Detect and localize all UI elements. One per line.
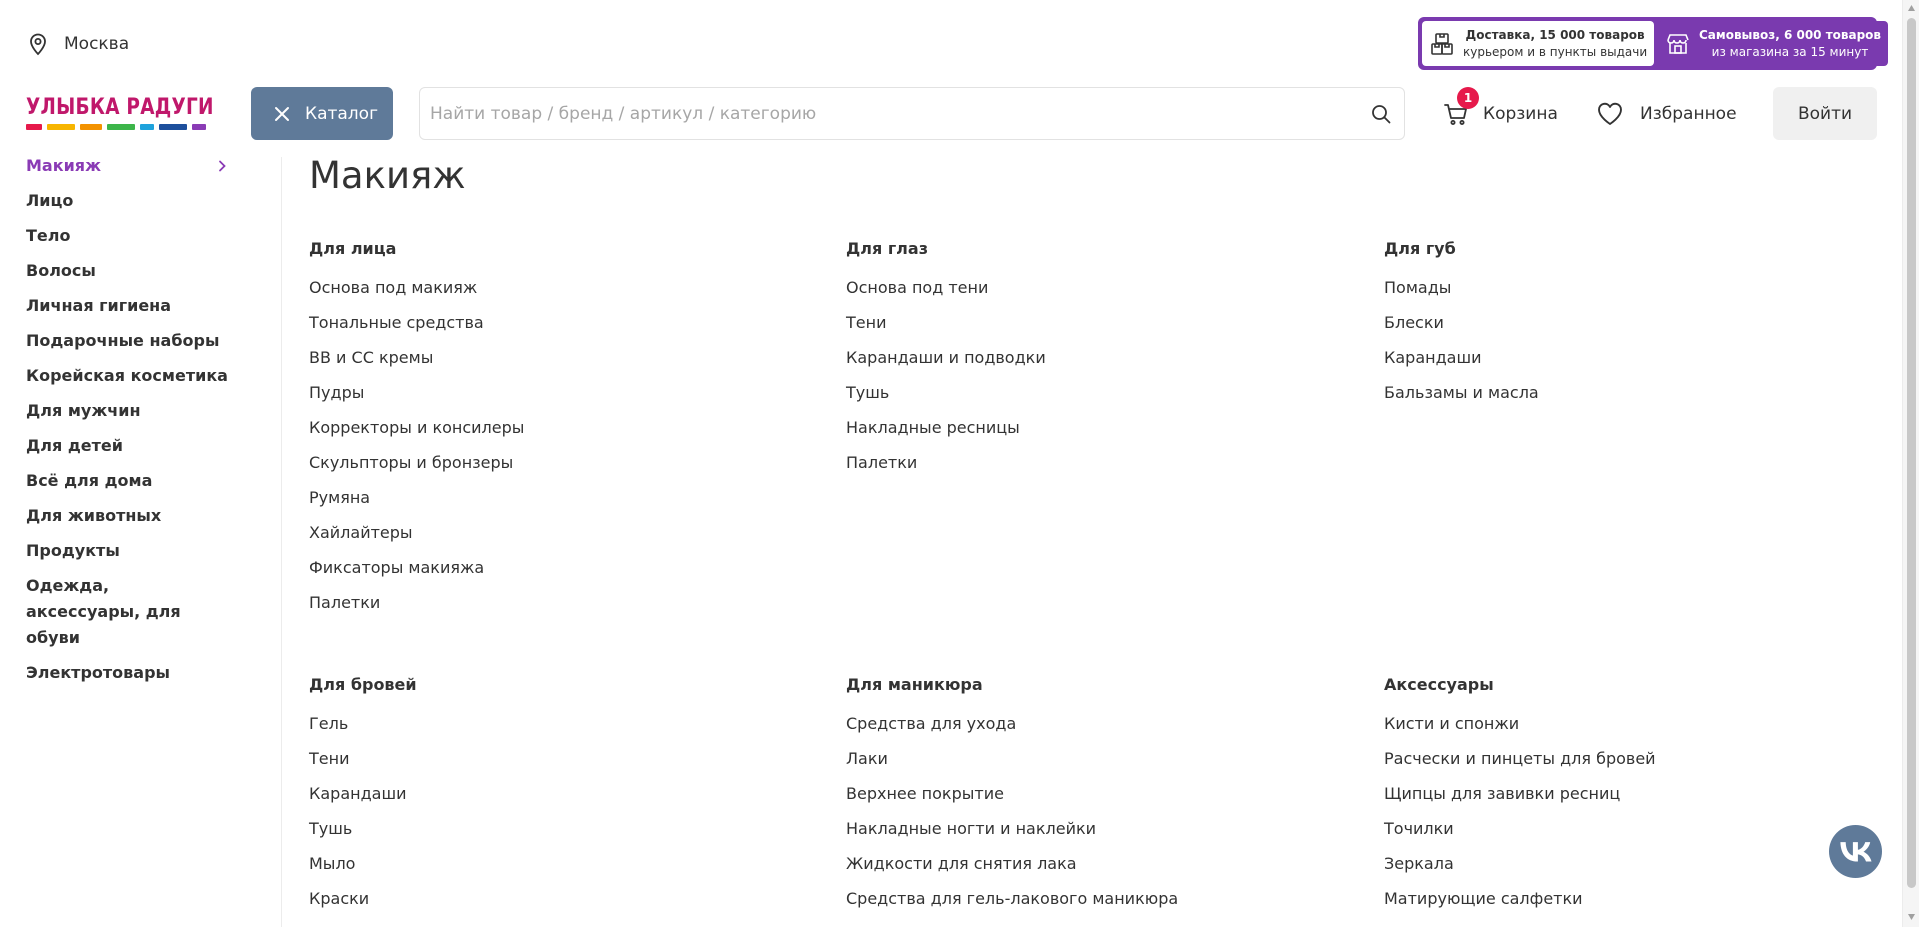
scrollbar-thumb[interactable] <box>1907 18 1916 888</box>
category-link[interactable]: BB и CC кремы <box>309 348 434 367</box>
search-input[interactable] <box>430 104 1370 124</box>
logo-stripe <box>107 124 135 130</box>
close-icon <box>273 105 291 123</box>
sidebar-item-korean-cosmetics[interactable] <box>26 363 232 389</box>
delivery-subtitle: курьером и в пункты выдачи <box>1463 44 1648 59</box>
sidebar-item-clothing[interactable] <box>26 573 232 651</box>
vk-chat-button[interactable] <box>1829 825 1882 878</box>
login-button[interactable]: Войти <box>1773 87 1877 140</box>
sidebar-item-label: Тело <box>26 226 71 245</box>
category-link[interactable]: Карандаши и подводки <box>846 348 1046 367</box>
category-link[interactable]: Пудры <box>309 383 365 402</box>
sidebar-divider <box>281 157 282 927</box>
sidebar-item-men[interactable] <box>26 398 232 424</box>
logo-stripe <box>47 124 75 130</box>
category-link[interactable]: Карандаши <box>1384 348 1482 367</box>
category-link[interactable]: Точилки <box>1384 819 1454 838</box>
sidebar-item-makeup[interactable] <box>26 153 232 179</box>
category-link[interactable]: Гель <box>309 714 349 733</box>
category-link[interactable]: Накладные ресницы <box>846 418 1020 437</box>
logo-stripe <box>159 124 187 130</box>
category-link[interactable]: Кисти и спонжи <box>1384 714 1520 733</box>
category-link[interactable]: Основа под макияж <box>309 278 478 297</box>
category-link[interactable]: Лаки <box>846 749 888 768</box>
category-link[interactable]: Фиксаторы макияжа <box>309 558 485 577</box>
sidebar-item-label: Подарочные наборы <box>26 331 220 350</box>
category-link[interactable]: Зеркала <box>1384 854 1454 873</box>
category-section-manicure <box>846 672 1346 921</box>
search-icon[interactable] <box>1370 103 1392 125</box>
category-link[interactable]: Тени <box>846 313 887 332</box>
category-link[interactable]: Жидкости для снятия лака <box>846 854 1077 873</box>
favorites-label: Избранное <box>1640 104 1737 124</box>
sidebar-item-label: Продукты <box>26 541 120 560</box>
pickup-promo[interactable] <box>1658 21 1888 66</box>
catalog-button[interactable] <box>251 87 393 140</box>
category-link[interactable]: Краски <box>309 889 370 908</box>
scroll-up-arrow-icon[interactable] <box>1907 4 1916 12</box>
catalog-sidebar <box>26 153 232 695</box>
category-link[interactable]: Палетки <box>309 593 381 612</box>
category-link[interactable]: Скульпторы и бронзеры <box>309 453 514 472</box>
delivery-promo-banner <box>1418 17 1882 70</box>
category-section-accessories <box>1384 672 1884 921</box>
category-link[interactable]: Блески <box>1384 313 1444 332</box>
sidebar-item-hair[interactable] <box>26 258 232 284</box>
chevron-right-icon <box>216 160 228 172</box>
sidebar-item-label: Личная гигиена <box>26 296 172 315</box>
sidebar-item-label: Одежда, аксессуары, для обуви <box>26 576 181 647</box>
category-section-face <box>309 236 809 625</box>
category-section-eyes <box>846 236 1346 485</box>
sidebar-item-label: Электротовары <box>26 663 170 682</box>
category-link[interactable]: Хайлайтеры <box>309 523 413 542</box>
sidebar-item-label: Волосы <box>26 261 96 280</box>
boxes-icon <box>1429 31 1455 57</box>
sidebar-item-pets[interactable] <box>26 503 232 529</box>
city-name: Москва <box>64 34 130 54</box>
delivery-promo[interactable] <box>1422 21 1654 66</box>
category-link[interactable]: Тушь <box>309 819 353 838</box>
category-link[interactable]: Корректоры и консилеры <box>309 418 525 437</box>
category-link[interactable]: Бальзамы и масла <box>1384 383 1539 402</box>
category-link[interactable]: Щипцы для завивки ресниц <box>1384 784 1621 803</box>
sidebar-item-label: Для мужчин <box>26 401 141 420</box>
sidebar-item-kids[interactable] <box>26 433 232 459</box>
section-title: Для лица <box>309 239 397 258</box>
section-title: Для маникюра <box>846 675 983 694</box>
category-link[interactable]: Мыло <box>309 854 356 873</box>
category-link[interactable]: Помады <box>1384 278 1452 297</box>
cart-button[interactable] <box>1443 91 1558 134</box>
catalog-label: Каталог <box>305 103 379 124</box>
sidebar-item-body[interactable] <box>26 223 232 249</box>
sidebar-item-electronics[interactable] <box>26 660 232 686</box>
category-link[interactable]: Карандаши <box>309 784 407 803</box>
location-selector[interactable] <box>26 30 129 58</box>
sidebar-item-label: Всё для дома <box>26 471 153 490</box>
sidebar-item-food[interactable] <box>26 538 232 564</box>
sidebar-item-label: Лицо <box>26 191 74 210</box>
sidebar-item-gift-sets[interactable] <box>26 328 232 354</box>
sidebar-item-face[interactable] <box>26 188 232 214</box>
cart-count-badge: 1 <box>1457 87 1479 109</box>
logo-text: УЛЫБКА РАДУГИ <box>26 95 214 120</box>
category-link[interactable]: Палетки <box>846 453 918 472</box>
category-section-brows <box>309 672 809 921</box>
sidebar-item-home[interactable] <box>26 468 232 494</box>
category-link[interactable]: Матирующие салфетки <box>1384 889 1583 908</box>
category-link[interactable]: Тушь <box>846 383 890 402</box>
section-title: Для глаз <box>846 239 928 258</box>
store-icon <box>1665 31 1691 57</box>
category-link[interactable]: Тени <box>309 749 350 768</box>
location-pin-icon <box>26 32 50 56</box>
page-title: Макияж <box>309 154 466 197</box>
vk-icon <box>1840 842 1872 862</box>
cart-label: Корзина <box>1483 104 1558 124</box>
sidebar-item-hygiene[interactable] <box>26 293 232 319</box>
section-title: Для бровей <box>309 675 417 694</box>
logo-stripe <box>26 124 42 130</box>
sidebar-item-label: Для животных <box>26 506 162 525</box>
logo-stripe <box>192 124 206 130</box>
delivery-title: Доставка, 15 000 товаров <box>1465 27 1645 42</box>
favorites-button[interactable] <box>1596 94 1737 134</box>
site-logo[interactable] <box>26 95 214 129</box>
category-link[interactable]: Средства для гель-лакового маникюра <box>846 889 1179 908</box>
section-title: Для губ <box>1384 239 1456 258</box>
category-link[interactable]: Расчески и пинцеты для бровей <box>1384 749 1656 768</box>
section-title: Аксессуары <box>1384 675 1494 694</box>
category-link[interactable]: Средства для ухода <box>846 714 1017 733</box>
page-scrollbar[interactable] <box>1902 0 1919 927</box>
pickup-title: Самовывоз, 6 000 товаров <box>1699 27 1882 42</box>
heart-icon <box>1596 101 1624 127</box>
category-section-lips <box>1384 236 1884 415</box>
category-link[interactable]: Накладные ногти и наклейки <box>846 819 1097 838</box>
search-bar <box>419 87 1405 140</box>
sidebar-item-label: Макияж <box>26 156 101 175</box>
category-link[interactable]: Румяна <box>309 488 371 507</box>
pickup-subtitle: из магазина за 15 минут <box>1711 44 1869 59</box>
category-link[interactable]: Тональные средства <box>309 313 484 332</box>
sidebar-item-label: Корейская косметика <box>26 366 228 385</box>
category-link[interactable]: Основа под тени <box>846 278 989 297</box>
category-link[interactable]: Верхнее покрытие <box>846 784 1004 803</box>
scroll-down-arrow-icon[interactable] <box>1907 913 1916 921</box>
logo-color-stripes <box>26 124 210 130</box>
logo-stripe <box>80 124 102 130</box>
sidebar-item-label: Для детей <box>26 436 123 455</box>
logo-stripe <box>140 124 154 130</box>
